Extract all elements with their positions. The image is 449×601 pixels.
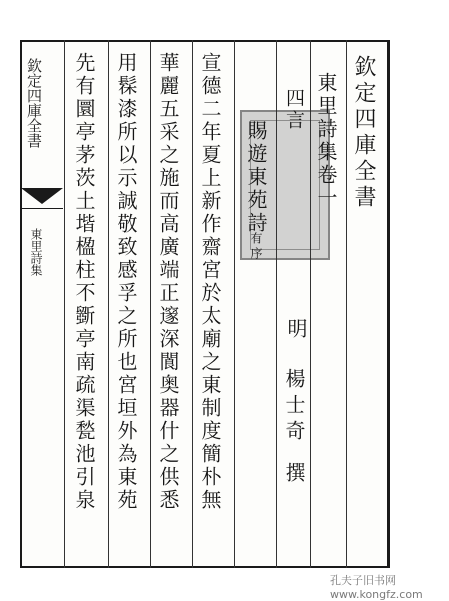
text-column-1: 宣德二年夏上新作齋宮於太廟之東制度簡朴無 xyxy=(198,52,222,512)
poem-note: 有序 xyxy=(249,232,263,262)
fishtail-ornament xyxy=(21,188,63,204)
text-column-2: 華麗五采之施而高廣端正邃深閬奥器什之供悉 xyxy=(156,52,180,512)
edge-side-title: 東里詩集 xyxy=(29,228,43,276)
edge-library-title: 欽定四庫全書 xyxy=(25,58,43,148)
author-role: 撰 xyxy=(282,462,306,485)
column-rule xyxy=(234,40,235,568)
column-rule xyxy=(64,40,65,568)
column-rule xyxy=(346,40,347,568)
column-rule xyxy=(150,40,151,568)
genre-label: 四言 xyxy=(283,88,305,132)
library-title: 欽定四庫全書 xyxy=(351,55,376,211)
text-column-4: 先有圜亭茅茨土堦楹柱不斵亭南疏渠甃池引泉 xyxy=(72,52,96,512)
fishtail-rule xyxy=(21,208,63,209)
site-watermark: 孔夫子旧书网 www.kongfz.com xyxy=(330,574,423,601)
book-title: 東里詩集卷一 xyxy=(314,72,338,210)
column-rule xyxy=(192,40,193,568)
column-rule xyxy=(108,40,109,568)
author-name: 楊士奇 xyxy=(282,368,306,446)
text-column-3: 用髹漆所以示誠敬致感孚之所也宮垣外為東苑 xyxy=(114,52,138,512)
poem-title: 賜遊東苑詩 xyxy=(244,120,268,235)
dynasty: 明 xyxy=(284,318,308,341)
